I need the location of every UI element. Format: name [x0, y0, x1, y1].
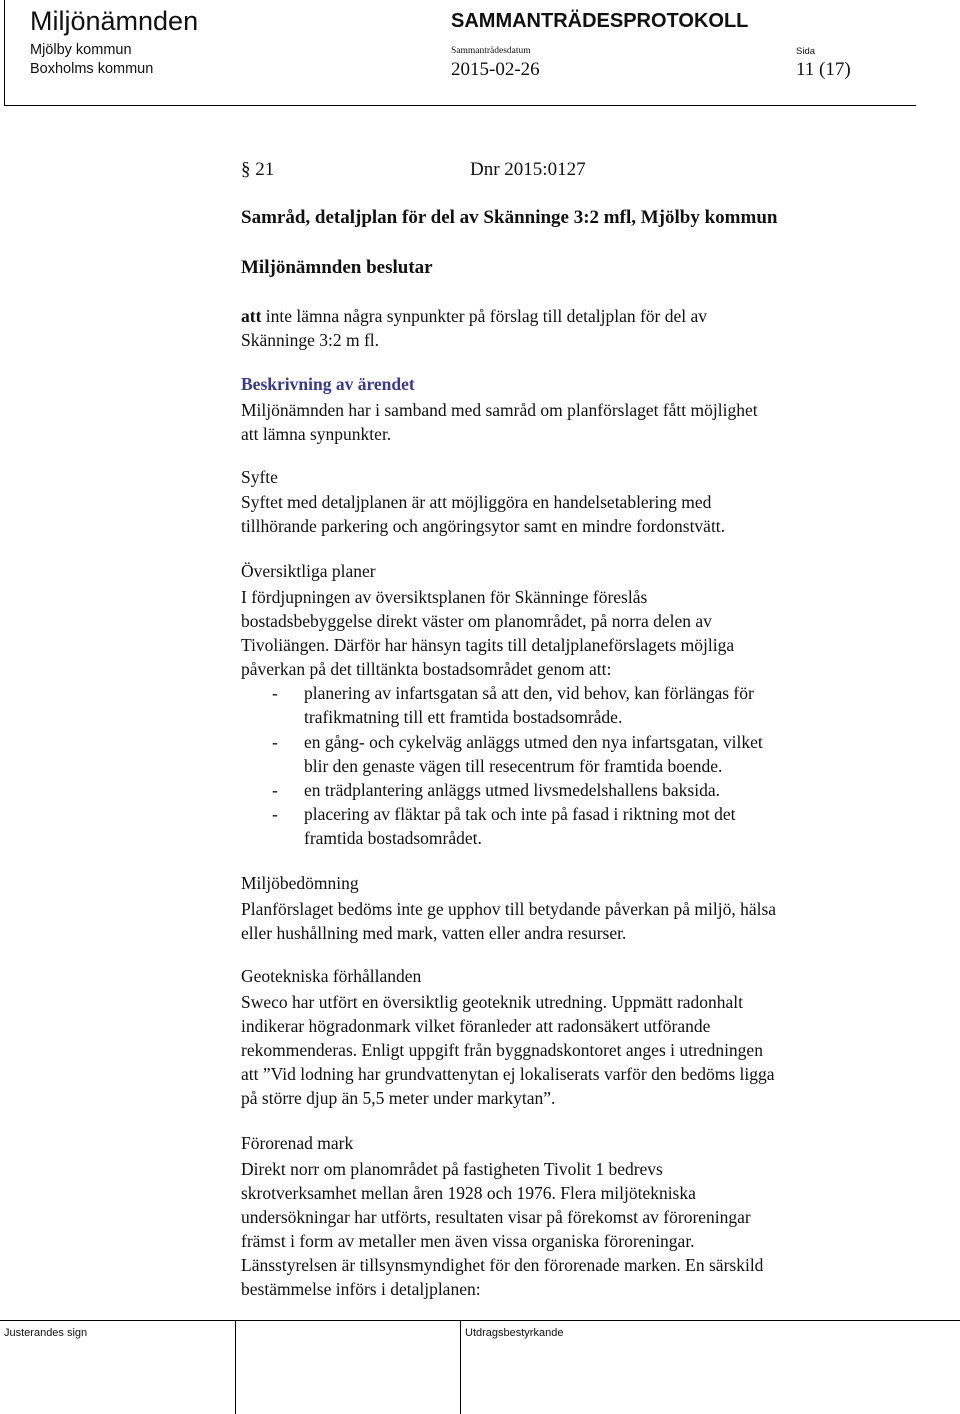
- bullet-1-line-1: planering av infartsgatan så att den, vid behov, kan förlängas för: [304, 683, 754, 703]
- municipality-2: Boxholms kommun: [30, 61, 154, 77]
- case-title: Samråd, detaljplan för del av Skänninge 3:2 mfl, Mjölby kommun: [241, 207, 778, 228]
- bullet-1-line-2: trafikmatning till ett framtida bostadsområde.: [304, 707, 623, 727]
- geotech-line-1: Sweco har utfört en översiktlig geoteknik utredning. Uppmätt radonhalt: [241, 992, 744, 1012]
- geotech-heading: Geotekniska förhållanden: [241, 966, 422, 986]
- env-assessment-line-2: eller hushållning med mark, vatten eller andra resurser.: [241, 923, 627, 943]
- municipality-1: Mjölby kommun: [30, 42, 132, 58]
- geotech-line-2: indikerar högradonmark vilket föranleder att radonsäkert utförande: [241, 1016, 711, 1036]
- extract-label: Utdragsbestyrkande: [465, 1327, 564, 1339]
- section-number: § 21: [241, 159, 275, 180]
- sign-label: Justerandes sign: [4, 1327, 88, 1339]
- overview-line-2: bostadsbebyggelse direkt väster om planområdet, på norra delen av: [241, 611, 712, 631]
- purpose-line-1: Syftet med detaljplanen är att möjliggöra en handelsetablering med: [241, 492, 712, 512]
- header-divider: [4, 105, 916, 106]
- contaminated-heading: Förorenad mark: [241, 1133, 354, 1153]
- bullet-dash: -: [272, 804, 278, 824]
- att-keyword: att: [241, 306, 262, 326]
- overview-line-1: I fördjupningen av översiktsplanen för Skänninge föreslås: [241, 587, 648, 607]
- dnr-number: Dnr 2015:0127: [470, 159, 586, 180]
- contaminated-line-1: Direkt norr om planområdet på fastigheten Tivolit 1 bedrevs: [241, 1159, 663, 1179]
- decision-line-1: [241, 304, 707, 329]
- overview-heading: Översiktliga planer: [241, 561, 376, 581]
- page-number: 11 (17): [796, 59, 851, 80]
- purpose-line-2: tillhörande parkering och angöringsytor samt en mindre fordonstvätt.: [241, 516, 726, 536]
- bullet-dash: -: [272, 732, 278, 752]
- description-line-2: att lämna synpunkter.: [241, 424, 392, 444]
- env-assessment-heading: Miljöbedömning: [241, 873, 359, 893]
- meeting-date: 2015-02-26: [451, 59, 540, 80]
- overview-line-4: påverkan på det tilltänkta bostadsområdet genom att:: [241, 659, 612, 679]
- overview-line-3: Tivoliängen. Därför har hänsyn tagits till detaljplaneförslagets möjliga: [241, 635, 735, 655]
- bullet-4-line-1: placering av fläktar på tak och inte på fasad i riktning mot det: [304, 804, 736, 824]
- bullet-4-line-2: framtida bostadsområdet.: [304, 828, 482, 848]
- description-heading: Beskrivning av ärendet: [241, 374, 415, 394]
- footer-divider: [0, 1320, 960, 1321]
- footer-column-divider: [235, 1320, 236, 1414]
- bullet-3-line-1: en trädplantering anläggs utmed livsmedelshallens baksida.: [304, 780, 721, 800]
- page-label: Sida: [796, 46, 816, 57]
- contaminated-line-6: bestämmelse införs i detaljplanen:: [241, 1279, 481, 1299]
- footer-column-divider: [460, 1320, 461, 1414]
- geotech-line-3: rekommenderas. Enligt uppgift från byggnadskontoret anges i utredningen: [241, 1040, 763, 1060]
- decision-heading: Miljönämnden beslutar: [241, 257, 433, 278]
- geotech-line-5: på större djup än 5,5 meter under markytan”.: [241, 1088, 556, 1108]
- bullet-dash: -: [272, 683, 278, 703]
- contaminated-line-3: undersökningar har utförts, resultaten visar på förekomst av föroreningar: [241, 1207, 751, 1227]
- description-line-1: Miljönämnden har i samband med samråd om planförslaget fått möjlighet: [241, 400, 758, 420]
- decision-line-2: Skänninge 3:2 m fl.: [241, 330, 380, 350]
- contaminated-line-2: skrotverksamhet mellan åren 1928 och 1976. Flera miljötekniska: [241, 1183, 696, 1203]
- env-assessment-line-1: Planförslaget bedöms inte ge upphov till betydande påverkan på miljö, hälsa: [241, 899, 777, 919]
- decision-text: inte lämna några synpunkter på förslag till detaljplan för del av: [261, 306, 708, 326]
- bullet-2-line-2: blir den genaste vägen till resecentrum för framtida boende.: [304, 756, 723, 776]
- purpose-heading: Syfte: [241, 467, 278, 487]
- date-label: Sammanträdesdatum: [451, 46, 531, 56]
- document-type: SAMMANTRÄDESPROTOKOLL: [451, 10, 749, 32]
- committee-title: Miljönämnden: [30, 6, 199, 36]
- geotech-line-4: att ”Vid lodning har grundvattenytan ej lokaliserats varför den bedöms ligga: [241, 1064, 775, 1084]
- header-left-border: [4, 0, 5, 105]
- bullet-2-line-1: en gång- och cykelväg anläggs utmed den nya infartsgatan, vilket: [304, 732, 763, 752]
- contaminated-line-4: främst i form av metaller men även vissa organiska föroreningar.: [241, 1231, 695, 1251]
- contaminated-line-5: Länsstyrelsen är tillsynsmyndighet för den förorenade marken. En särskild: [241, 1255, 764, 1275]
- bullet-dash: -: [272, 780, 278, 800]
